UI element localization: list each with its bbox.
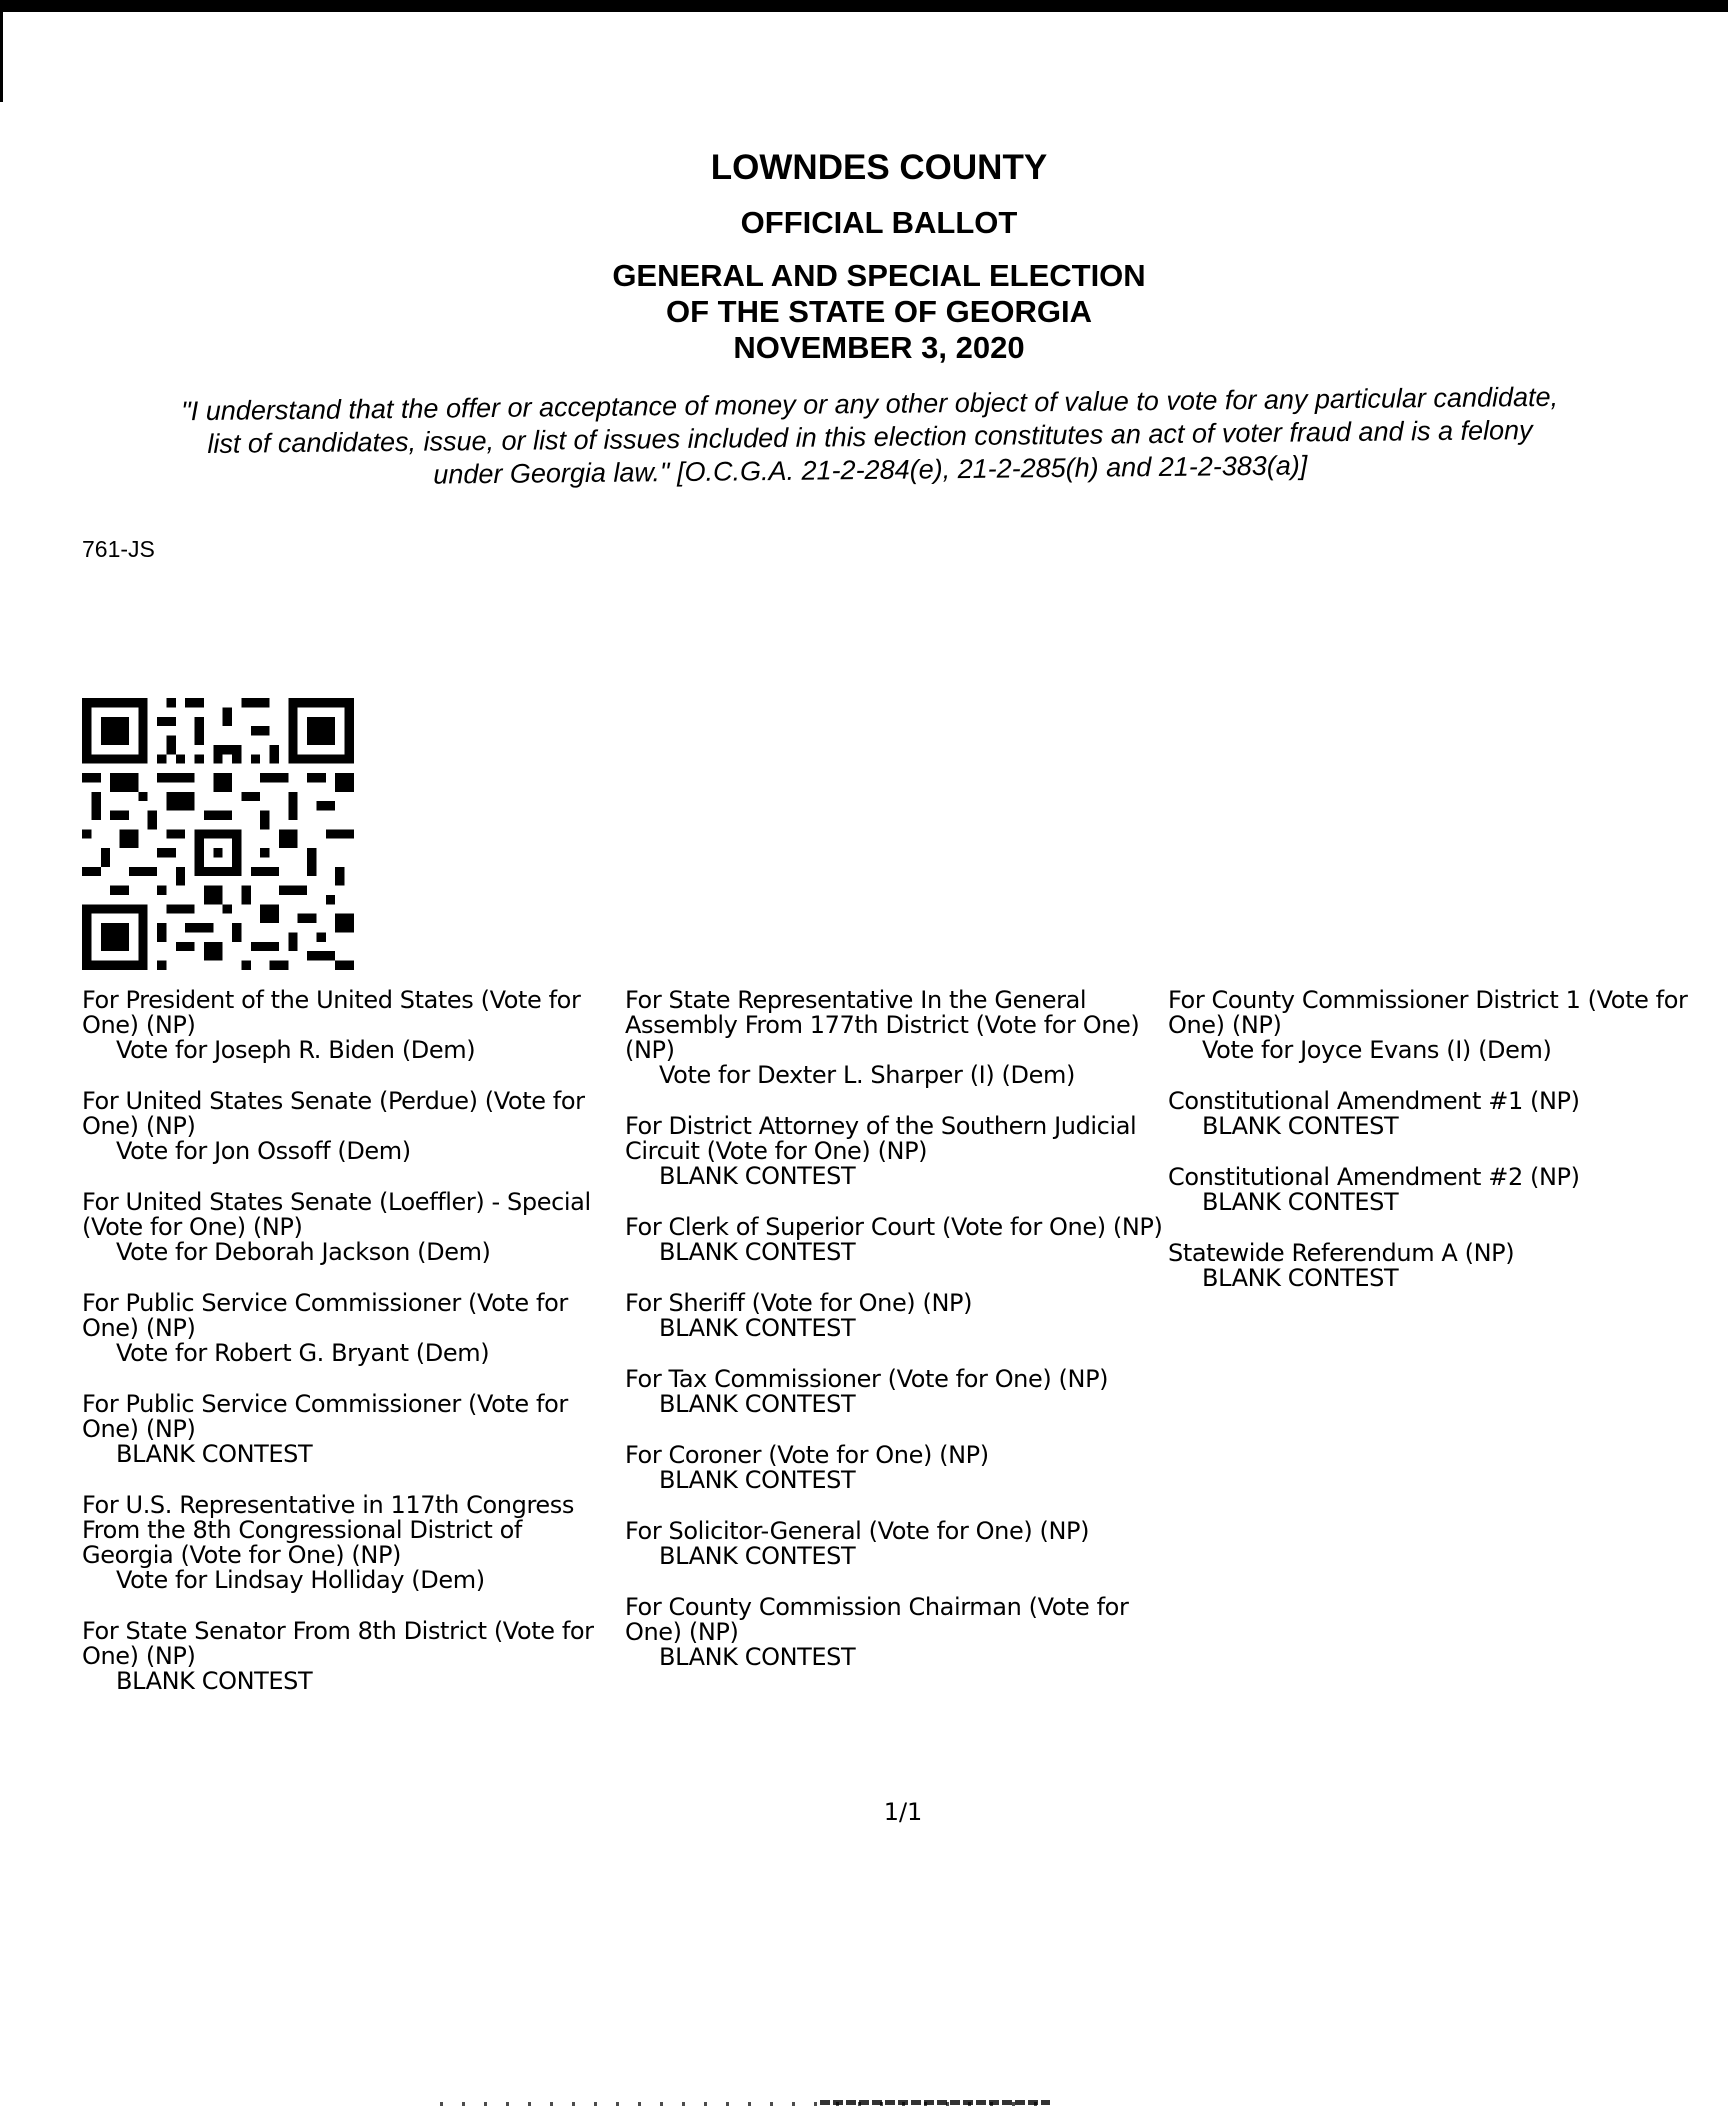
contest-selection: BLANK CONTEST [659, 1466, 856, 1494]
contest-selection: Vote for Jon Ossoff (Dem) [116, 1137, 411, 1165]
contest-title: For County Commission Chairman (Vote for One) (NP) [625, 1593, 1129, 1646]
contest-title: For President of the United States (Vote for One) (NP) [82, 986, 581, 1039]
scan-border-left [0, 12, 3, 102]
contest-selection: BLANK CONTEST [659, 1542, 856, 1570]
contest-selection: BLANK CONTEST [116, 1667, 313, 1695]
election-date: NOVEMBER 3, 2020 [733, 330, 1025, 365]
contest-selection: BLANK CONTEST [1202, 1112, 1399, 1140]
contest [625, 1215, 1165, 1265]
contest [625, 1367, 1165, 1417]
contest [1168, 1165, 1728, 1215]
contest-selection: Vote for Joseph R. Biden (Dem) [116, 1036, 476, 1064]
scan-border-top [0, 0, 1728, 12]
contest [625, 1519, 1165, 1569]
contest [82, 1619, 612, 1694]
contest-selection: BLANK CONTEST [659, 1390, 856, 1418]
contest [1168, 1089, 1728, 1139]
contest [625, 1291, 1165, 1341]
contest-title: For State Representative In the General Assembly From 177th District (Vote for One) (NP) [625, 986, 1140, 1064]
contest [82, 1089, 612, 1164]
contest-title: For United States Senate (Perdue) (Vote for One) (NP) [82, 1087, 585, 1140]
contest [1168, 988, 1728, 1063]
contest-selection: BLANK CONTEST [659, 1162, 856, 1190]
contest-title: Constitutional Amendment #2 (NP) [1168, 1163, 1580, 1191]
contest [82, 1190, 612, 1265]
ballot-id: 761-JS [82, 536, 155, 562]
contest-selection: BLANK CONTEST [1202, 1264, 1399, 1292]
contest-title: For County Commissioner District 1 (Vote for One) (NP) [1168, 988, 1688, 1039]
ballot-column-3 [1168, 988, 1728, 1317]
county-title: LOWNDES COUNTY [710, 148, 1048, 187]
contest-title: Statewide Referendum A (NP) [1168, 1239, 1515, 1267]
contest [625, 1443, 1165, 1493]
ballot-type: OFFICIAL BALLOT [740, 205, 1018, 240]
contest-title: For Solicitor-General (Vote for One) (NP) [625, 1517, 1090, 1545]
contest-selection: Vote for Deborah Jackson (Dem) [116, 1238, 491, 1266]
qr-code-icon [82, 698, 354, 970]
contest-title: For State Senator From 8th District (Vote for One) (NP) [82, 1617, 594, 1670]
contest-selection: Vote for Dexter L. Sharper (I) (Dem) [659, 1061, 1075, 1089]
contest-selection: BLANK CONTEST [116, 1440, 313, 1468]
oath-line: list of candidates, issue, or list of issues included in this election constitutes an act of voter fraud and is a felony [207, 415, 1533, 459]
voter-oath [60, 380, 1681, 496]
contest [82, 1493, 612, 1593]
contest-title: For U.S. Representative in 117th Congress From the 8th Congressional District of Georgia (Vote for One) (NP) [82, 1491, 574, 1569]
contest-title: For District Attorney of the Southern Judicial Circuit (Vote for One) (NP) [625, 1112, 1137, 1165]
contest-title: For Public Service Commissioner (Vote for One) (NP) [82, 1289, 568, 1342]
contest-title: For Tax Commissioner (Vote for One) (NP) [625, 1365, 1109, 1393]
contest-selection: Vote for Lindsay Holliday (Dem) [116, 1566, 485, 1594]
page-number: 1/1 [883, 1798, 923, 1826]
contest-selection: BLANK CONTEST [659, 1314, 856, 1342]
contest-title: For Clerk of Superior Court (Vote for One) (NP) [625, 1213, 1163, 1241]
election-title-line1: GENERAL AND SPECIAL ELECTION [612, 258, 1146, 293]
contest-title: Constitutional Amendment #1 (NP) [1168, 1087, 1580, 1115]
contest-selection: BLANK CONTEST [659, 1643, 856, 1671]
contest [625, 988, 1165, 1088]
contest-title: For Coroner (Vote for One) (NP) [625, 1441, 989, 1469]
scan-artifact [820, 2100, 1050, 2105]
oath-line: "I understand that the offer or acceptance of money or any other object of value to vote for any particular candidate, [181, 381, 1559, 427]
election-title-line2: OF THE STATE OF GEORGIA [666, 294, 1092, 329]
contest-selection: BLANK CONTEST [659, 1238, 856, 1266]
contest-selection: BLANK CONTEST [1202, 1188, 1399, 1216]
contest [1168, 1241, 1728, 1291]
contest [82, 988, 612, 1063]
contest-selection: Vote for Joyce Evans (I) (Dem) [1202, 1036, 1552, 1064]
contest-selection: Vote for Robert G. Bryant (Dem) [116, 1339, 490, 1367]
ballot-column-2 [625, 988, 1165, 1696]
ballot-column-1 [82, 988, 612, 1720]
contest-title: For United States Senate (Loeffler) - Special (Vote for One) (NP) [82, 1188, 591, 1241]
contest [82, 1291, 612, 1366]
contest [82, 1392, 612, 1467]
contest-title: For Public Service Commissioner (Vote for One) (NP) [82, 1390, 568, 1443]
oath-line: under Georgia law." [O.C.G.A. 21-2-284(e), 21-2-285(h) and 21-2-383(a)] [433, 450, 1308, 490]
contest [625, 1595, 1165, 1670]
contest-title: For Sheriff (Vote for One) (NP) [625, 1289, 973, 1317]
contest [625, 1114, 1165, 1189]
